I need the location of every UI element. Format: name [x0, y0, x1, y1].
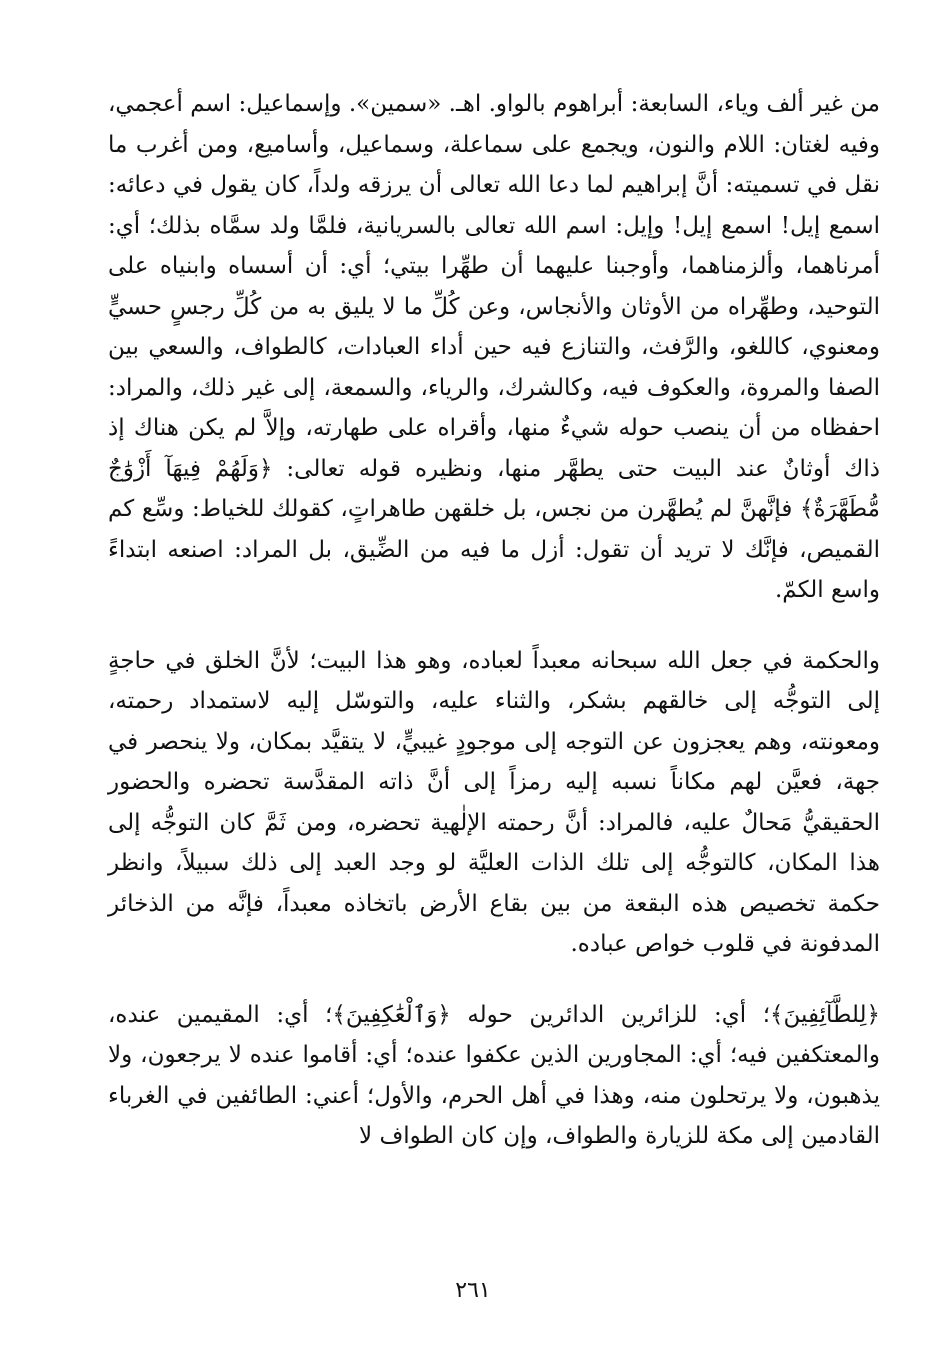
paragraph-3: ﴿لِلطَّآئِفِينَ﴾؛ أي: للزائرين الدائرين حوله ﴿وَٱلْعَٰكِفِينَ﴾؛ أي: المقيمين عنده، والمعتكفين فيه؛ أي: المجاورين الذين عكفوا عنده؛ أي: أقاموا عنده لا يرجعون، ولا يذهبون، ولا يرتحلون منه، وهذا في أهل الحرم، والأول؛ أعني: الطائفين في الغرباء القادمين إلى مكة للزيارة والطواف، وإن كان الطواف لا — [108, 1001, 880, 1149]
paragraph-1: من غير ألف وياء، السابعة: أبراهوم بالواو. اهـ. «سمين». وإسماعيل: اسم أعجمي، وفيه لغتان: اللام والنون، ويجمع على سماعلة، وسماعيل، وأساميع، ومن أغرب ما نقل في تسميته: أنَّ إبراهيم لما دعا الله تعالى أن يرزقه ولداً، كان يقول في دعائه: اسمع إيل! اسمع إيل! وإيل: اسم الله تعالى بالسريانية، فلمَّا ولد سمَّاه بذلك؛ أي: أمرناهما، وألزمناهما، وأوجبنا عليهما أن طهِّرا بيتي؛ أي: أن أسساه وابنياه على التوحيد، وطهِّراه من الأوثان والأنجاس، وعن كُلِّ ما لا يليق به من كُلِّ رجسٍ حسيٍّ ومعنوي، كاللغو، والرَّفث، والتنازع فيه حين أداء العبادات، كالطواف، والسعي بين الصفا والمروة، والعكوف فيه، وكالشرك، والرياء، والسمعة، إلى غير ذلك، والمراد: احفظاه من أن ينصب حوله شيءٌ منها، وأقراه على طهارته، وإلاَّ لم يكن هناك إذ ذاك أوثانٌ عند البيت حتى يطهَّر منها، ونظيره قوله تعالى: ﴿وَلَهُمْ فِيهَآ أَزْوَٰجٌ مُّطَهَّرَةٌ﴾ فإنَّهنَّ لم يُطهَّرن من نجس، بل خلقهن طاهراتٍ، كقولك للخياط: وسِّع كم القميص، فإنَّك لا تريد أن تقول: أزل ما فيه من الضِّيق، بل المراد: اصنعه ابتداءً واسع الكمّ. — [108, 91, 880, 603]
page-number: ٢٦١ — [455, 1278, 491, 1303]
paragraph-2: والحكمة في جعل الله سبحانه معبداً لعباده، وهو هذا البيت؛ لأنَّ الخلق في حاجةٍ إلى التوجُّه إلى خالقهم بشكر، والثناء عليه، والتوسّل إليه لاستمداد رحمته، ومعونته، وهم يعجزون عن التوجه إلى موجودٍ غيبيٍّ، لا يتقيَّد بمكان، ولا ينحصر في جهة، فعيَّن لهم مكاناً نسبه إليه رمزاً إلى أنَّ ذاته المقدَّسة تحضره والحضور الحقيقيُّ مَحالٌ عليه، فالمراد: أنَّ رحمته الإلٰهية تحضره، ومن ثَمَّ كان التوجُّه إلى هذا المكان، كالتوجُّه إلى تلك الذات العليَّة لو وجد العبد إلى ذلك سبيلاً، وانظر حكمة تخصيص هذه البقعة من بين بقاع الأرض باتخاذه معبداً، فإنَّه من الذخائر المدفونة في قلوب خواص عباده. — [108, 647, 880, 957]
